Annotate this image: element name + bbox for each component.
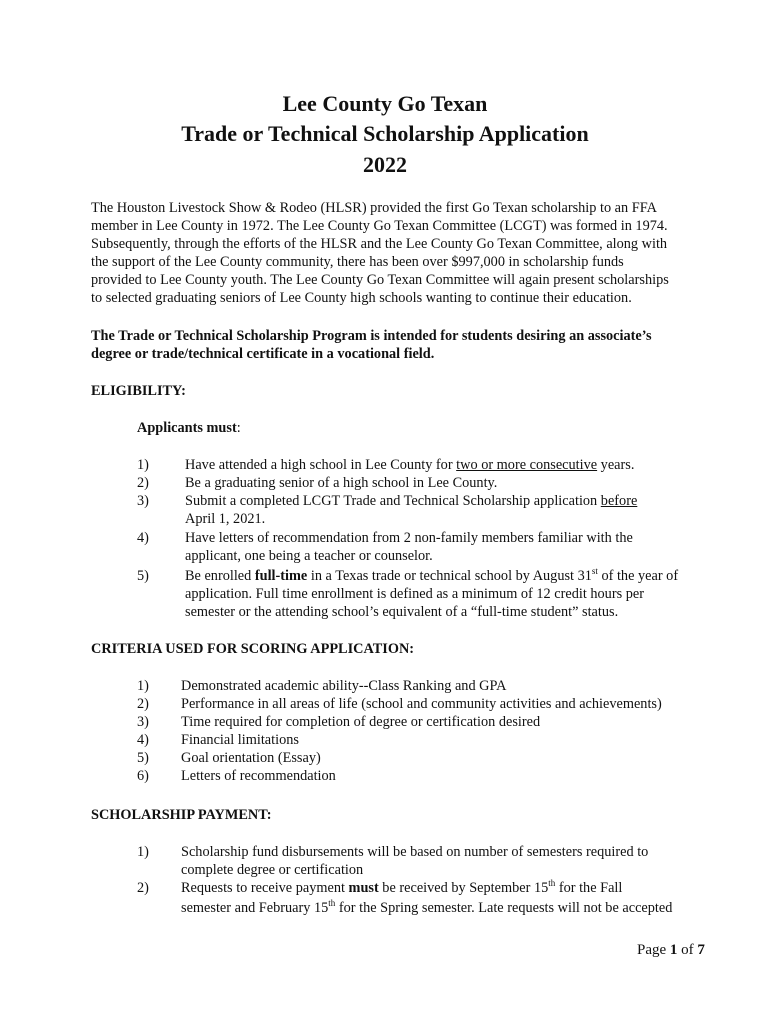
intro-line: Subsequently, through the efforts of the HLSR and the Lee County Go Texan Committee, along with	[91, 236, 668, 252]
criteria-item: Goal orientation (Essay)	[181, 750, 321, 766]
program-statement-line: degree or trade/technical certificate in a vocational field.	[91, 346, 435, 362]
eligibility-item-4: Have letters of recommendation from 2 non-family members familiar with the	[185, 530, 633, 546]
criteria-item: Financial limitations	[181, 732, 299, 748]
list-number: 1)	[137, 678, 149, 694]
list-number: 1)	[137, 844, 149, 860]
eligibility-heading: ELIGIBILITY:	[91, 383, 186, 399]
program-statement-line: The Trade or Technical Scholarship Program is intended for students desiring an associate’s	[91, 328, 652, 344]
list-number: 5)	[137, 750, 149, 766]
intro-line: member in Lee County in 1972. The Lee County Go Texan Committee (LCGT) was formed in 1974.	[91, 218, 668, 234]
list-number: 3)	[137, 493, 149, 509]
list-number: 1)	[137, 457, 149, 473]
eligibility-item-4-cont: applicant, one being a teacher or counselor.	[185, 548, 433, 564]
eligibility-item-3-cont: April 1, 2021.	[185, 511, 266, 527]
eligibility-item-1: Have attended a high school in Lee County for two or more consecutive years.	[185, 457, 635, 473]
payment-item-1: Scholarship fund disbursements will be based on number of semesters required to	[181, 844, 649, 860]
list-number: 5)	[137, 568, 149, 584]
title-line-1: Lee County Go Texan	[282, 91, 488, 116]
intro-line: The Houston Livestock Show & Rodeo (HLSR) provided the first Go Texan scholarship to an FFA	[91, 200, 657, 216]
criteria-item: Performance in all areas of life (school and community activities and achievements)	[181, 696, 662, 712]
intro-line: to selected graduating seniors of Lee County high schools wanting to continue their education.	[91, 290, 632, 306]
payment-item-2: Requests to receive payment must be received by September 15th for the Fall	[181, 878, 623, 896]
eligibility-item-3: Submit a completed LCGT Trade and Technical Scholarship application before	[185, 493, 638, 509]
list-number: 2)	[137, 880, 149, 896]
list-number: 4)	[137, 732, 149, 748]
list-number: 3)	[137, 714, 149, 730]
criteria-item: Letters of recommendation	[181, 768, 336, 784]
intro-line: the support of the Lee County community, there has been over $997,000 in scholarship funds	[91, 254, 624, 270]
applicants-must-label: Applicants must:	[137, 420, 241, 436]
eligibility-item-5-cont: application. Full time enrollment is defined as a minimum of 12 credit hours per	[185, 586, 644, 602]
eligibility-item-5: Be enrolled full-time in a Texas trade or technical school by August 31st of the year of	[185, 566, 679, 584]
criteria-item: Time required for completion of degree or certification desired	[181, 714, 541, 730]
criteria-item: Demonstrated academic ability--Class Ranking and GPA	[181, 678, 507, 694]
list-number: 6)	[137, 768, 149, 784]
eligibility-item-5-cont: semester or the attending school’s equivalent of a “full-time student” status.	[185, 604, 619, 620]
criteria-heading: CRITERIA USED FOR SCORING APPLICATION:	[91, 641, 415, 657]
payment-heading: SCHOLARSHIP PAYMENT:	[91, 807, 272, 823]
eligibility-item-2: Be a graduating senior of a high school in Lee County.	[185, 475, 498, 491]
list-number: 4)	[137, 530, 149, 546]
page-number: Page 1 of 7	[637, 942, 705, 958]
payment-item-1-cont: complete degree or certification	[181, 862, 364, 878]
list-number: 2)	[137, 696, 149, 712]
title-year: 2022	[363, 152, 407, 177]
intro-line: provided to Lee County youth. The Lee County Go Texan Committee will again present scholarships	[91, 272, 669, 288]
list-number: 2)	[137, 475, 149, 491]
payment-item-2-cont: semester and February 15th for the Spring semester. Late requests will not be accepted	[181, 898, 673, 916]
title-line-2: Trade or Technical Scholarship Application	[181, 121, 589, 146]
